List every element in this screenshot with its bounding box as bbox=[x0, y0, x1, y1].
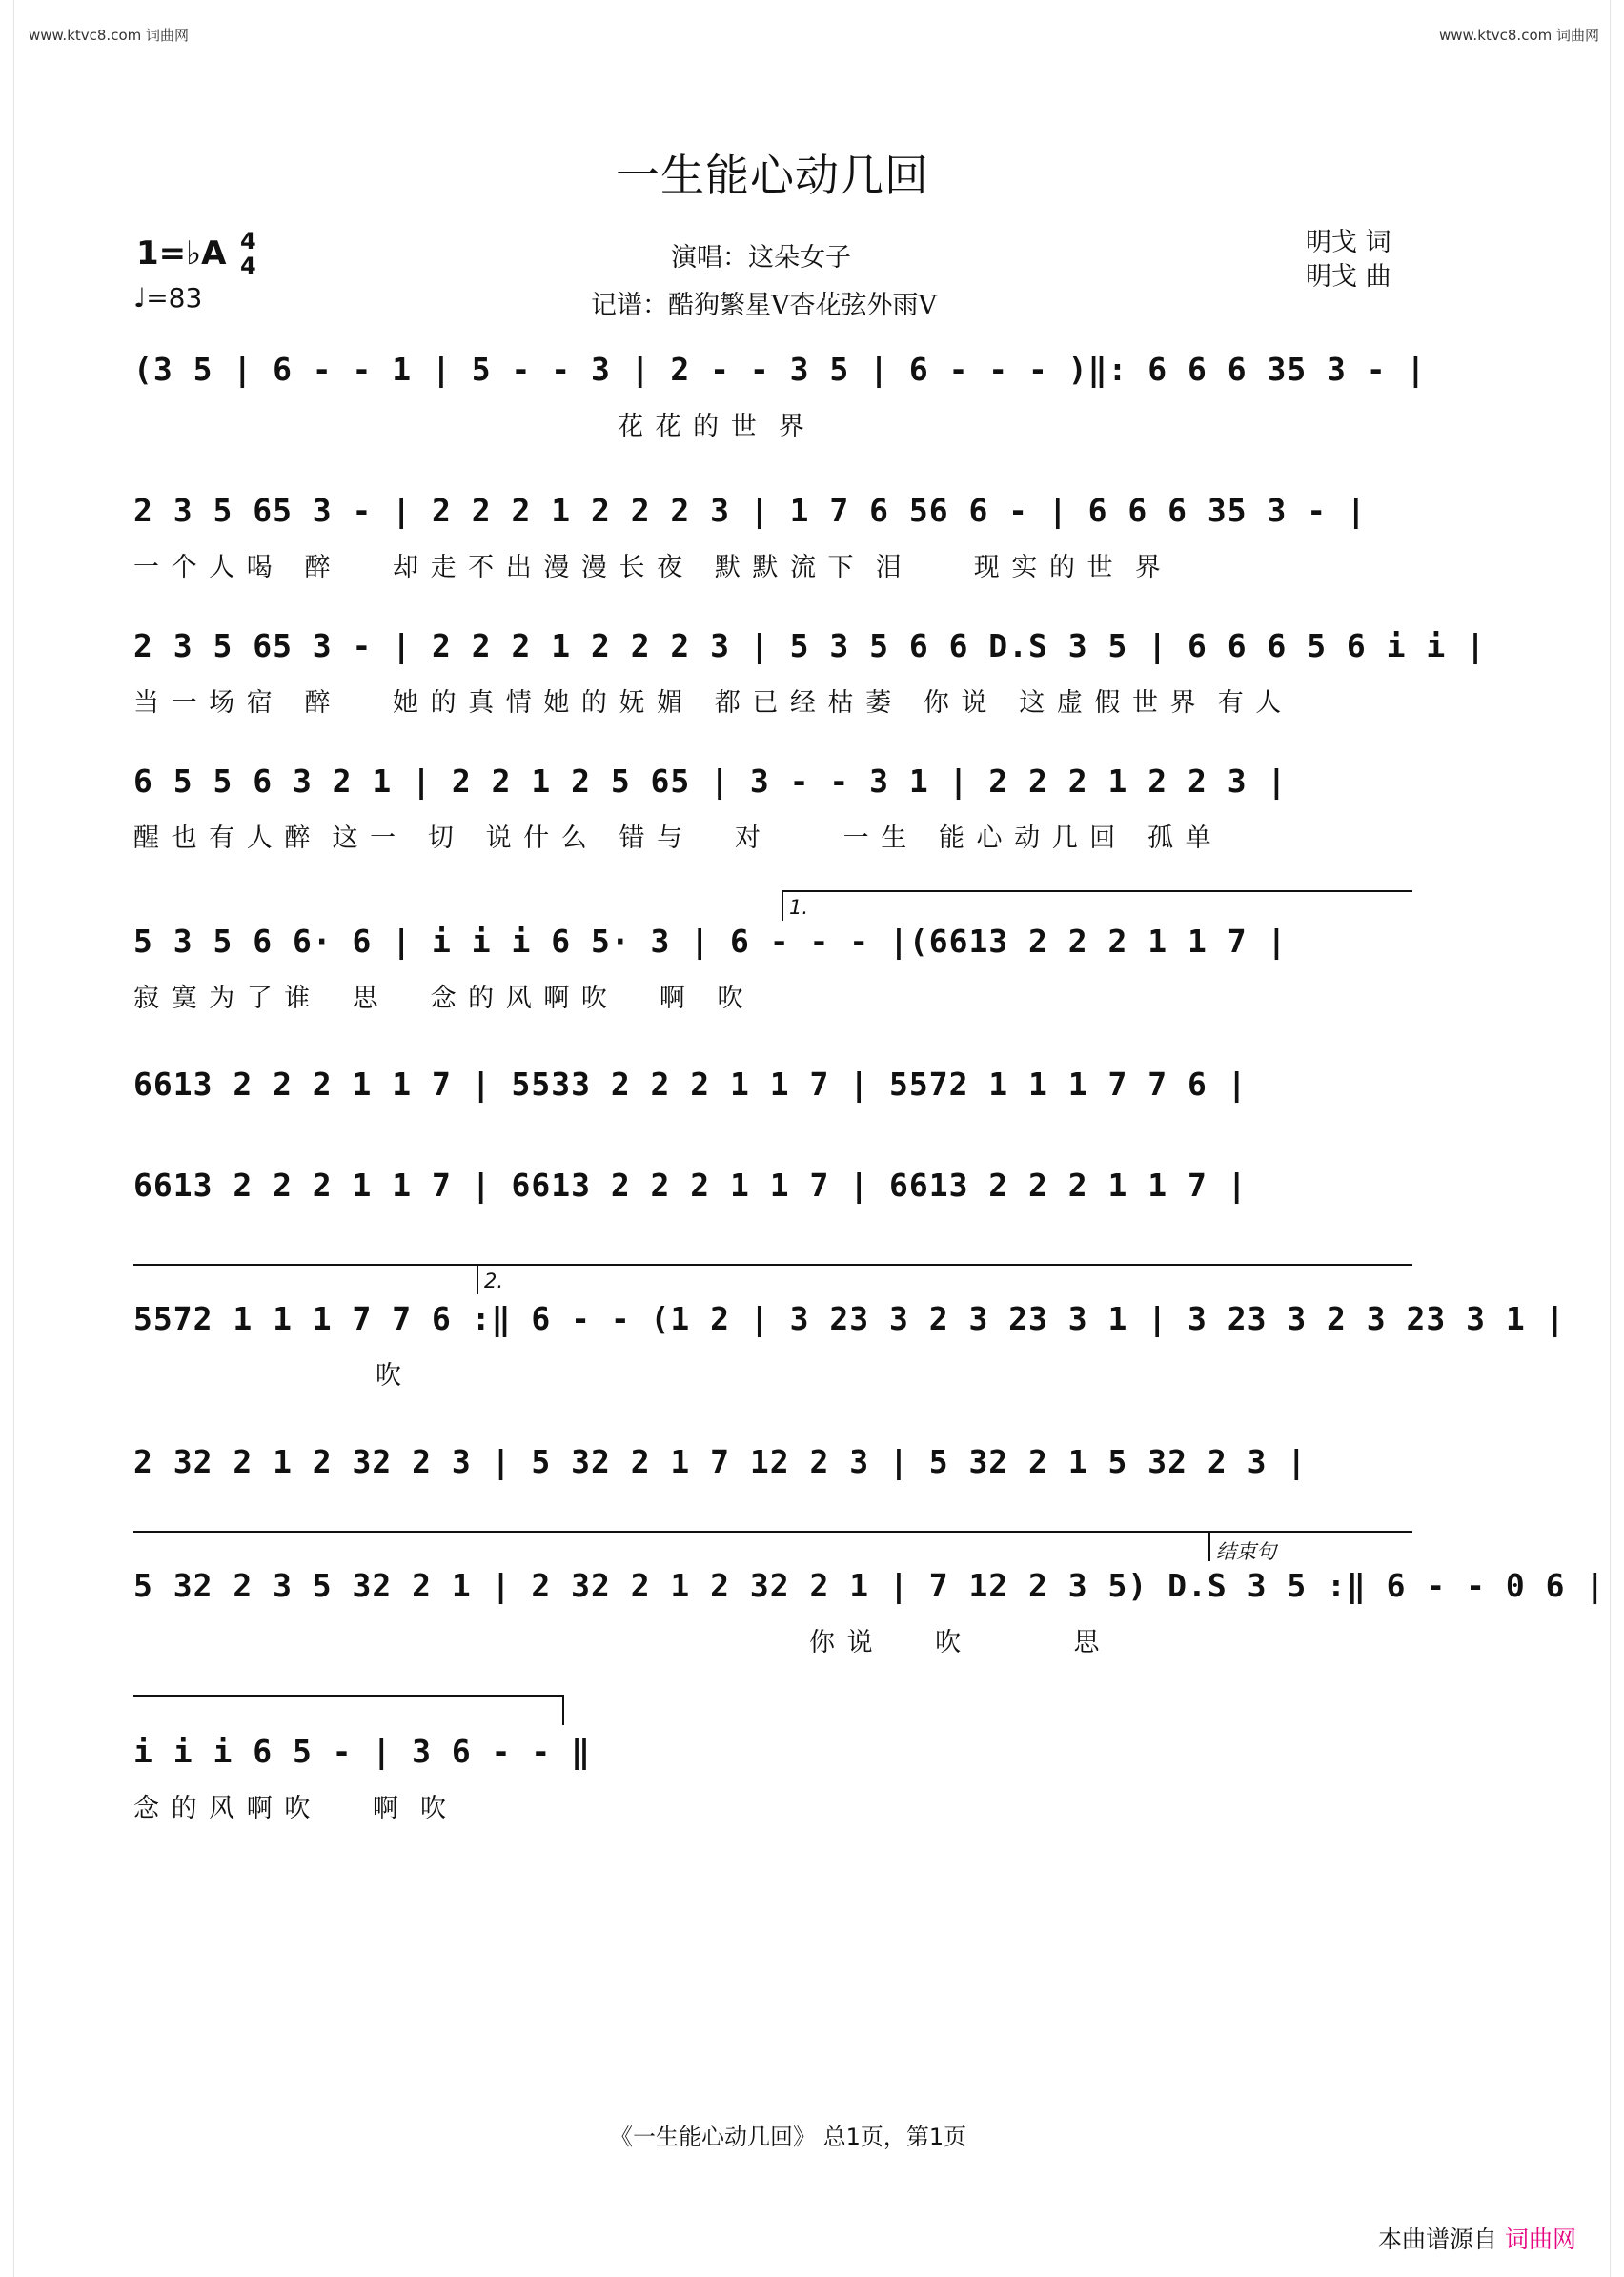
lyric-line: 醒 也 有 人 醉 这 一 切 说 什 么 错 与 对 一 生 能 心 动 几 回 孤 单 bbox=[133, 823, 1213, 853]
tempo-mark: ♩=83 bbox=[133, 282, 203, 314]
notation-line: 5 3 5 6 6· 6 | i i i 6 5· 3 | 6 - - - |(6613 2 2 2 1 1 7 | bbox=[133, 923, 1288, 960]
left-margin-strip bbox=[0, 0, 14, 2277]
notation-line: 2 3 5 65 3 - | 2 2 2 1 2 2 2 3 | 1 7 6 56 6 - | 6 6 6 35 3 - | bbox=[133, 492, 1367, 529]
page-info: 《一生能心动几回》 总1页，第1页 bbox=[610, 2124, 967, 2150]
coda-bracket bbox=[1208, 1531, 1412, 1561]
system-6 bbox=[133, 1066, 1411, 1103]
notation-line: 6613 2 2 2 1 1 7 | 5533 2 2 2 1 1 7 | 5572 1 1 1 7 7 6 | bbox=[133, 1066, 1248, 1103]
lyric-line: 当 一 场 宿 醉 她 的 真 情 她 的 妩 媚 都 已 经 枯 萎 你 说 这 虚 假 世 界 有 人 bbox=[133, 688, 1284, 718]
notation-line: 2 3 5 65 3 - | 2 2 2 1 2 2 2 3 | 5 3 5 6 6 D.S 3 5 | 6 6 6 5 6 i i | bbox=[133, 627, 1487, 664]
lyric-line: 一 个 人 喝 醉 却 走 不 出 漫 漫 长 夜 默 默 流 下 泪 现 实 的 世 界 bbox=[133, 553, 1163, 582]
system-8 bbox=[133, 1300, 1566, 1392]
transcriber-credit: 记谱：酷狗繁星V杏花弦外雨V bbox=[591, 291, 937, 320]
system-9 bbox=[133, 1443, 1411, 1480]
header-site-left[interactable]: www.ktvc8.com 词曲网 bbox=[29, 27, 190, 44]
lyric-line: 念 的 风 啊 吹 啊 吹 bbox=[133, 1794, 448, 1823]
time-signature bbox=[240, 229, 256, 278]
system-7 bbox=[133, 1167, 1411, 1204]
volta-label-2: 2. bbox=[484, 1270, 504, 1292]
notation-line: (3 5 | 6 - - 1 | 5 - - 3 | 2 - - 3 5 | 6 - - - )‖: 6 6 6 35 3 - | bbox=[133, 351, 1427, 388]
volta-bracket-2 bbox=[477, 1264, 1412, 1294]
notation-line: 5 32 2 3 5 32 2 1 | 2 32 2 1 2 32 2 1 | 7 12 2 3 5) D.S 3 5 :‖ 6 - - 0 6 | bbox=[133, 1567, 1606, 1604]
lyric-line: 吹 bbox=[133, 1361, 403, 1391]
header-site-right[interactable]: www.ktvc8.com 词曲网 bbox=[1439, 27, 1600, 44]
lyric-line: 花 花 的 世 界 bbox=[133, 412, 806, 441]
system-1 bbox=[133, 351, 1427, 442]
lyricist-credit: 明戈 词 bbox=[1306, 228, 1391, 257]
system-4 bbox=[133, 762, 1411, 854]
composer-credit: 明戈 曲 bbox=[1306, 262, 1391, 292]
coda-label: 结束句 bbox=[1216, 1540, 1276, 1563]
system-2 bbox=[133, 492, 1411, 583]
song-title: 一生能心动几回 bbox=[616, 150, 929, 201]
time-signature-bottom: 4 bbox=[240, 253, 256, 279]
system-11 bbox=[133, 1733, 1411, 1824]
source-brand-link[interactable]: 词曲网 bbox=[1504, 2226, 1576, 2253]
notation-line: 5572 1 1 1 7 7 6 :‖ 6 - - (1 2 | 3 23 3 2 3 23 3 1 | 3 23 3 2 3 23 3 1 | bbox=[133, 1300, 1566, 1337]
system-3 bbox=[133, 627, 1487, 719]
right-margin-strip bbox=[1610, 0, 1624, 2277]
final-bracket bbox=[133, 1695, 564, 1725]
notation-line: 6 5 5 6 3 2 1 | 2 2 1 2 5 65 | 3 - - 3 1 | 2 2 2 1 2 2 3 | bbox=[133, 762, 1288, 800]
source-credit[interactable] bbox=[1378, 2221, 1576, 2255]
volta-bracket-1 bbox=[782, 890, 1412, 921]
lyric-line: 寂 寞 为 了 谁 思 念 的 风 啊 吹 啊 吹 bbox=[133, 984, 745, 1013]
time-signature-top: 4 bbox=[240, 228, 256, 254]
notation-line: i i i 6 5 - | 3 6 - - ‖ bbox=[133, 1733, 591, 1770]
notation-line: 6613 2 2 2 1 1 7 | 6613 2 2 2 1 1 7 | 6613 2 2 2 1 1 7 | bbox=[133, 1167, 1248, 1204]
lyric-line: 你 说 吹 思 bbox=[133, 1628, 1102, 1657]
notation-line: 2 32 2 1 2 32 2 3 | 5 32 2 1 7 12 2 3 | 5 32 2 1 5 32 2 3 | bbox=[133, 1443, 1308, 1480]
system-5 bbox=[133, 923, 1411, 1014]
source-label: 本曲谱源自 bbox=[1378, 2226, 1498, 2253]
volta-label-1: 1. bbox=[789, 896, 809, 919]
singer-credit: 演唱：这朵女子 bbox=[671, 243, 851, 273]
key-signature: 1=♭A bbox=[136, 234, 227, 273]
system-10 bbox=[133, 1567, 1606, 1658]
